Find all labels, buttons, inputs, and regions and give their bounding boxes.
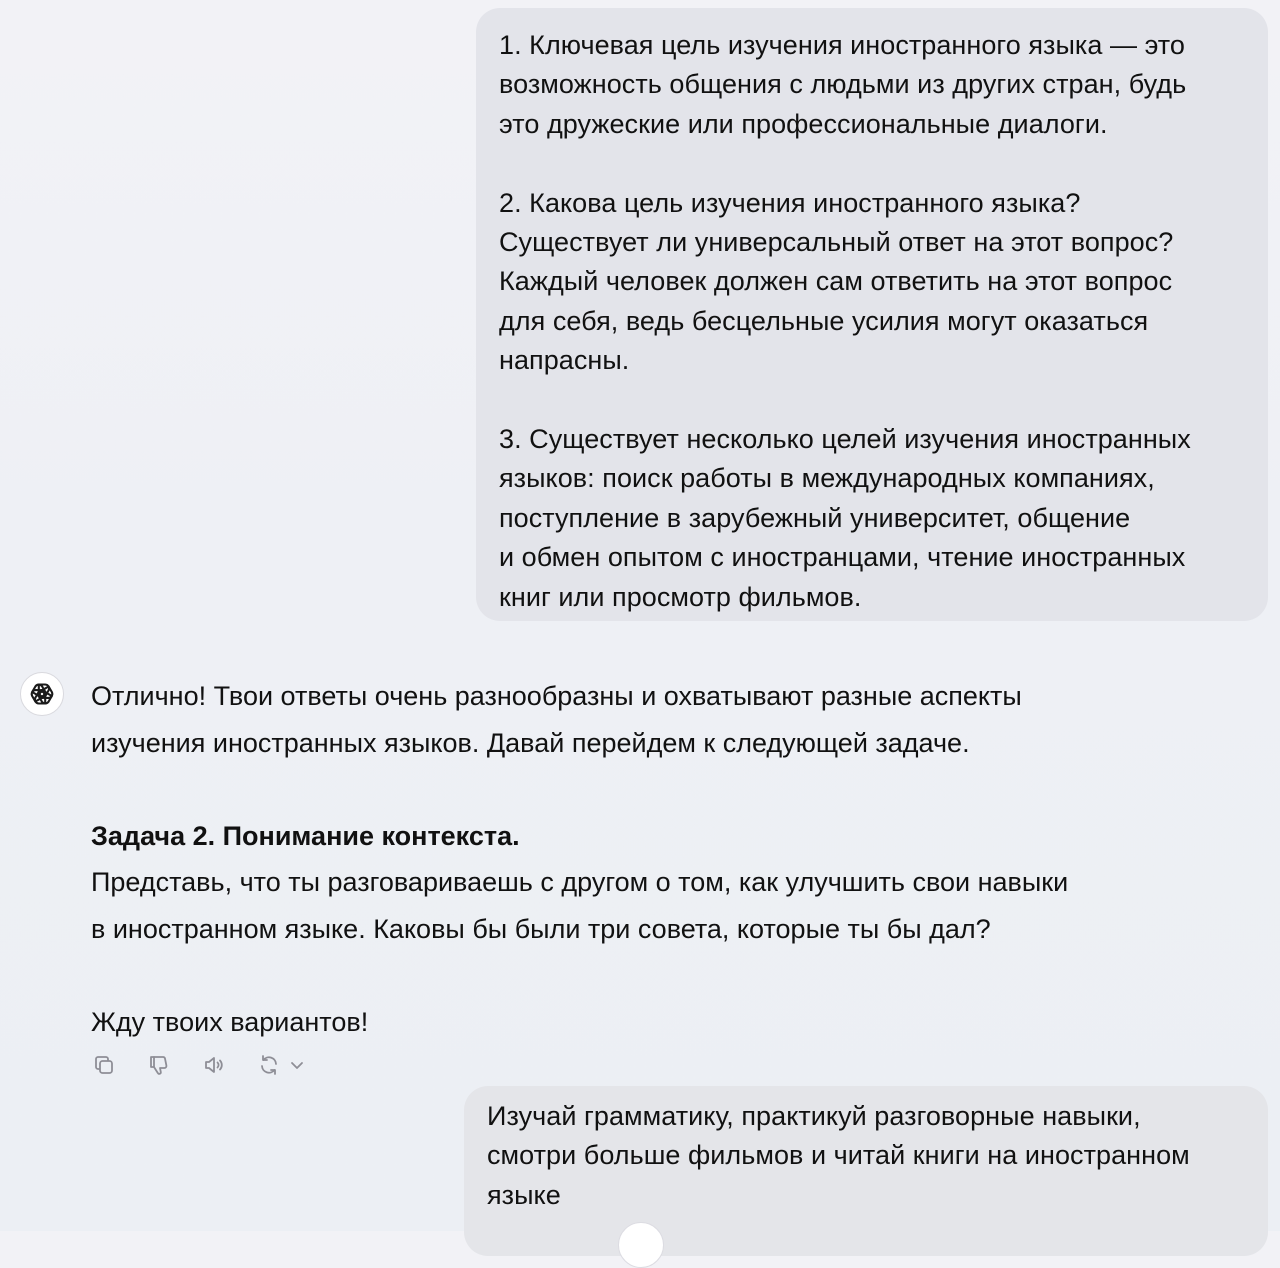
user-paragraph-3 — [499, 420, 1244, 617]
text-line: языков: поиск работы в международных компаниях, — [499, 463, 1155, 494]
text-line: поступление в зарубежный университет, общение — [499, 502, 1131, 533]
text-line: это дружеские или профессиональные диалоги. — [499, 108, 1108, 139]
thumbs-down-icon — [147, 1053, 171, 1077]
assistant-message — [91, 673, 1251, 1045]
text-line: языке — [487, 1179, 561, 1210]
scroll-down-button[interactable] — [618, 1222, 664, 1268]
text-line: книг или просмотр фильмов. — [499, 581, 862, 612]
text-line: и обмен опытом с иностранцами, чтение иностранных — [499, 542, 1186, 573]
assistant-intro — [91, 673, 1251, 766]
user-paragraph-2 — [499, 184, 1244, 381]
chevron-down-icon — [287, 1055, 307, 1075]
text-line: 3. Существует несколько целей изучения иностранных — [499, 424, 1191, 455]
read-aloud-button[interactable] — [200, 1051, 228, 1079]
text-line: возможность общения с людьми из других стран, будь — [499, 69, 1187, 100]
text-line: для себя, ведь бесцельные усилия могут оказаться — [499, 305, 1149, 336]
user-paragraph-1 — [499, 26, 1244, 144]
text-line: Отлично! Твои ответы очень разнообразны и охватывают разные аспекты — [91, 681, 1022, 711]
text-line: в иностранном языке. Каковы бы были три совета, которые ты бы дал? — [91, 913, 991, 944]
text-line: напрасны. — [499, 345, 630, 376]
assistant-avatar — [20, 672, 64, 716]
task-description — [91, 859, 1251, 952]
message-actions — [90, 1050, 307, 1080]
openai-logo-icon — [26, 678, 58, 710]
speaker-icon — [202, 1053, 226, 1077]
copy-icon — [92, 1053, 116, 1077]
thumbs-down-button[interactable] — [145, 1051, 173, 1079]
copy-button[interactable] — [90, 1051, 118, 1079]
text-line: Каждый человек должен сам ответить на этот вопрос — [499, 266, 1173, 297]
task-heading: Задача 2. Понимание контекста. — [91, 820, 520, 851]
regenerate-icon-wrap — [255, 1051, 283, 1079]
text-line: смотри больше фильмов и читай книги на иностранном — [487, 1140, 1190, 1171]
text-line: 1. Ключевая цель изучения иностранного языка — это — [499, 30, 1185, 60]
regenerate-button[interactable] — [255, 1051, 307, 1079]
text-line: 2. Какова цель изучения иностранного языка? — [499, 187, 1081, 218]
text-line: Существует ли универсальный ответ на этот вопрос? — [499, 227, 1174, 258]
assistant-closing: Жду твоих вариантов! — [91, 1006, 369, 1037]
text-line: Изучай грамматику, практикуй разговорные навыки, — [487, 1101, 1141, 1131]
text-line: изучения иностранных языков. Давай перейдем к следующей задаче. — [91, 727, 970, 758]
regenerate-icon — [257, 1053, 281, 1077]
user-message-bubble — [476, 8, 1268, 621]
text-line: Представь, что ты разговариваешь с другом о том, как улучшить свои навыки — [91, 867, 1069, 897]
